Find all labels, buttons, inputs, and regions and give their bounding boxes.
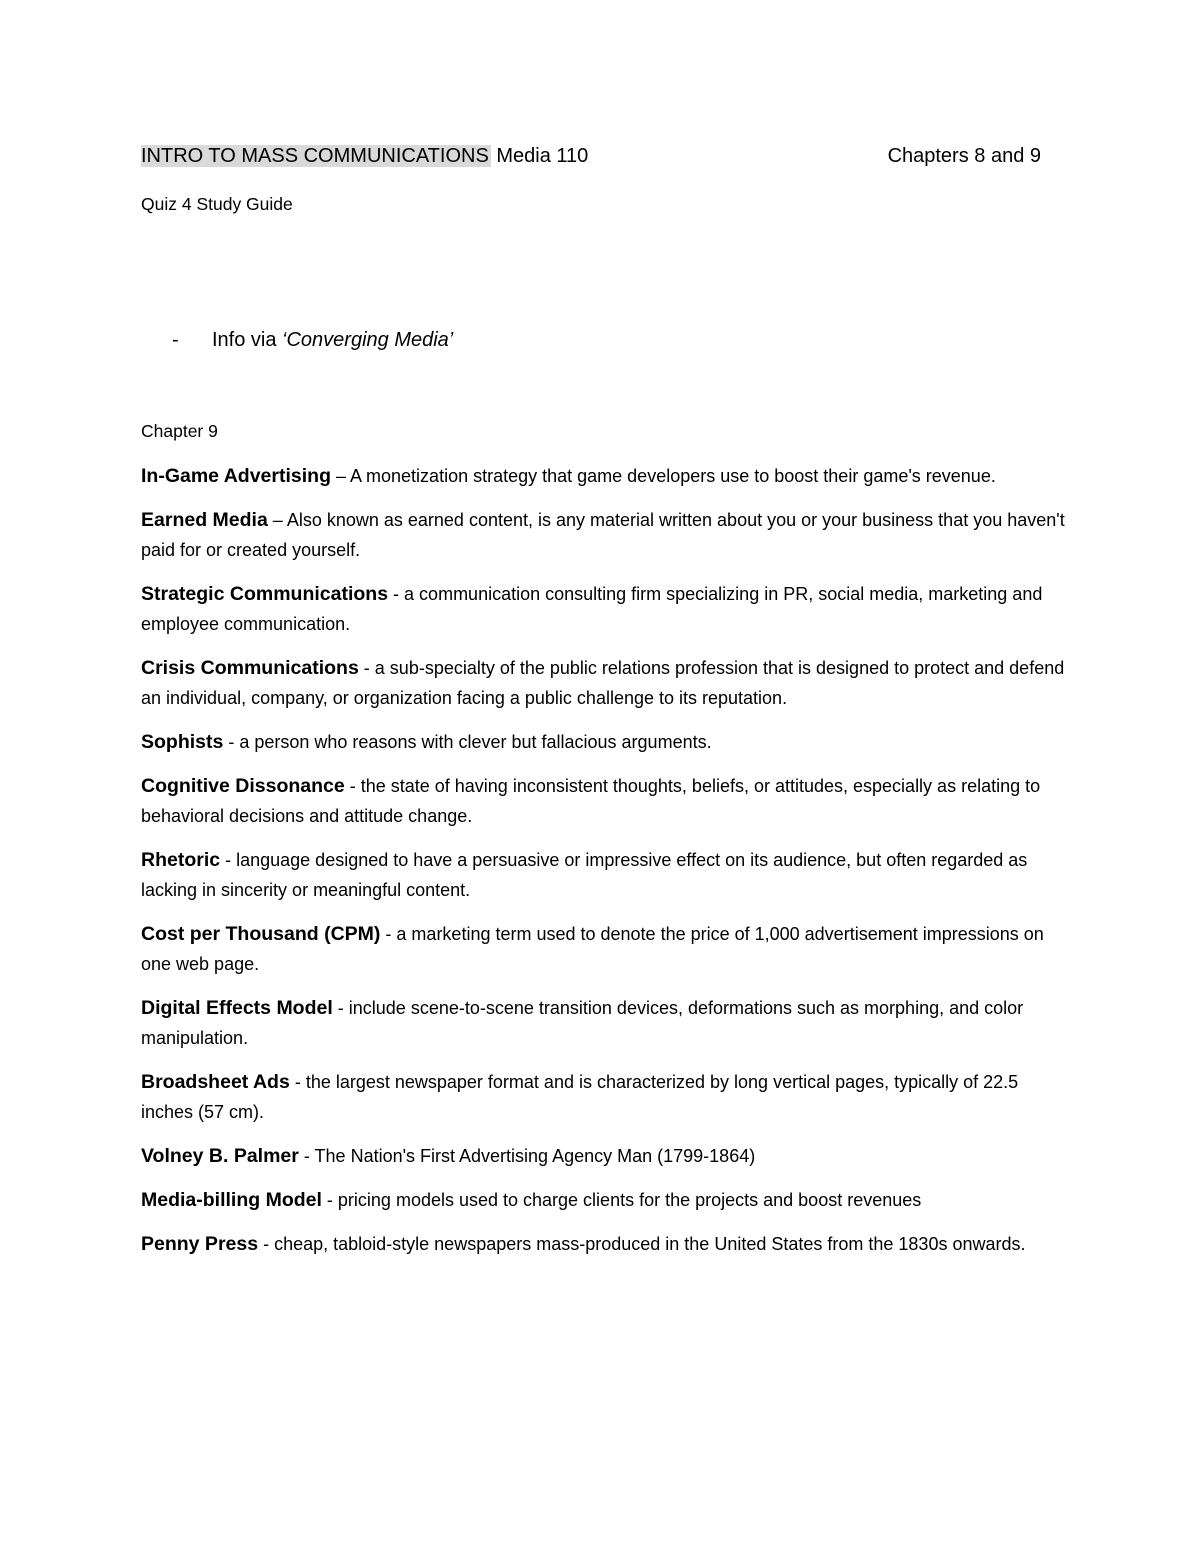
term-name: Earned Media	[141, 509, 268, 531]
chapters-label: Chapters 8 and 9	[887, 145, 1041, 167]
term-name: Crisis Communications	[141, 657, 359, 679]
term-name: Cost per Thousand (CPM)	[141, 923, 381, 945]
term-name: Cognitive Dissonance	[141, 775, 345, 797]
term-definition: the largest newspaper format and is characterized by long vertical pages, typically of 22.5 inches (57 cm).	[141, 1072, 1019, 1122]
glossary-entry	[141, 461, 1066, 491]
document-header	[141, 142, 1041, 170]
chapter-heading: Chapter 9	[141, 421, 218, 441]
glossary-entry	[141, 1067, 1066, 1127]
term-separator: -	[223, 732, 240, 752]
course-title: INTRO TO MASS COMMUNICATIONS	[141, 145, 489, 167]
glossary-entry	[141, 1229, 1066, 1259]
glossary-entry	[141, 653, 1066, 713]
glossary-entry	[141, 845, 1066, 905]
term-name: In-Game Advertising	[141, 465, 331, 487]
glossary-entry	[141, 919, 1066, 979]
term-name: Strategic Communications	[141, 583, 389, 605]
glossary-entry	[141, 993, 1066, 1053]
glossary-entry	[141, 771, 1066, 831]
term-name: Digital Effects Model	[141, 997, 333, 1019]
glossary-entry	[141, 505, 1066, 565]
term-separator: -	[298, 1146, 315, 1166]
term-separator: -	[358, 658, 375, 678]
term-definition: cheap, tabloid-style newspapers mass-produced in the United States from the 1830s onwards.	[274, 1234, 1026, 1254]
glossary-entry	[141, 727, 1066, 757]
term-name: Volney B. Palmer	[141, 1145, 299, 1167]
document-subtitle: Quiz 4 Study Guide	[141, 194, 293, 214]
term-name: Broadsheet Ads	[141, 1071, 290, 1093]
term-separator: –	[267, 510, 287, 530]
term-separator: -	[258, 1234, 275, 1254]
term-name: Sophists	[141, 731, 224, 753]
glossary-entry	[141, 1185, 1066, 1215]
term-definition: language designed to have a persuasive or impressive effect on its audience, but often regarded as lacking in sincerity or meaningful content.	[141, 850, 1028, 900]
term-definition: pricing models used to charge clients for the projects and boost revenues	[337, 1190, 922, 1210]
term-separator: -	[321, 1190, 338, 1210]
term-definition: a marketing term used to denote the price of 1,000 advertisement impressions on one web page.	[141, 924, 1044, 974]
term-definition: a person who reasons with clever but fallacious arguments.	[239, 732, 712, 752]
info-bullet	[172, 326, 453, 354]
glossary-entry	[141, 579, 1066, 639]
bullet-source: ‘Converging Media’	[282, 329, 454, 351]
term-list	[141, 461, 1066, 1273]
term-separator: -	[220, 850, 237, 870]
term-name: Rhetoric	[141, 849, 221, 871]
term-definition: the state of having inconsistent thoughts, beliefs, or attitudes, especially as relating to behavioral decisions and attitude change.	[141, 776, 1041, 826]
term-separator: -	[289, 1072, 306, 1092]
term-name: Media-billing Model	[141, 1189, 322, 1211]
bullet-dash: -	[172, 329, 179, 351]
term-definition: A monetization strategy that game developers use to boost their game's revenue.	[350, 466, 996, 486]
term-definition: Also known as earned content, is any material written about you or your business that you haven't paid for or created yourself.	[141, 510, 1065, 560]
term-separator: -	[380, 924, 397, 944]
term-name: Penny Press	[141, 1233, 259, 1255]
bullet-prefix: Info via	[212, 329, 283, 351]
term-definition: include scene-to-scene transition devices, deformations such as morphing, and color manipulation.	[141, 998, 1024, 1048]
term-definition: The Nation's First Advertising Agency Man (1799-1864)	[314, 1146, 756, 1166]
glossary-entry	[141, 1141, 1066, 1171]
term-separator: –	[330, 466, 351, 486]
course-code: Media 110	[496, 145, 589, 167]
term-definition: a sub-specialty of the public relations profession that is designed to protect and defend an individual, company, or organization facing a public challenge to its reputation.	[141, 658, 1065, 708]
term-separator: -	[332, 998, 349, 1018]
term-separator: -	[344, 776, 361, 796]
term-separator: -	[388, 584, 405, 604]
term-definition: a communication consulting firm specializing in PR, social media, marketing and employee communication.	[141, 584, 1043, 634]
